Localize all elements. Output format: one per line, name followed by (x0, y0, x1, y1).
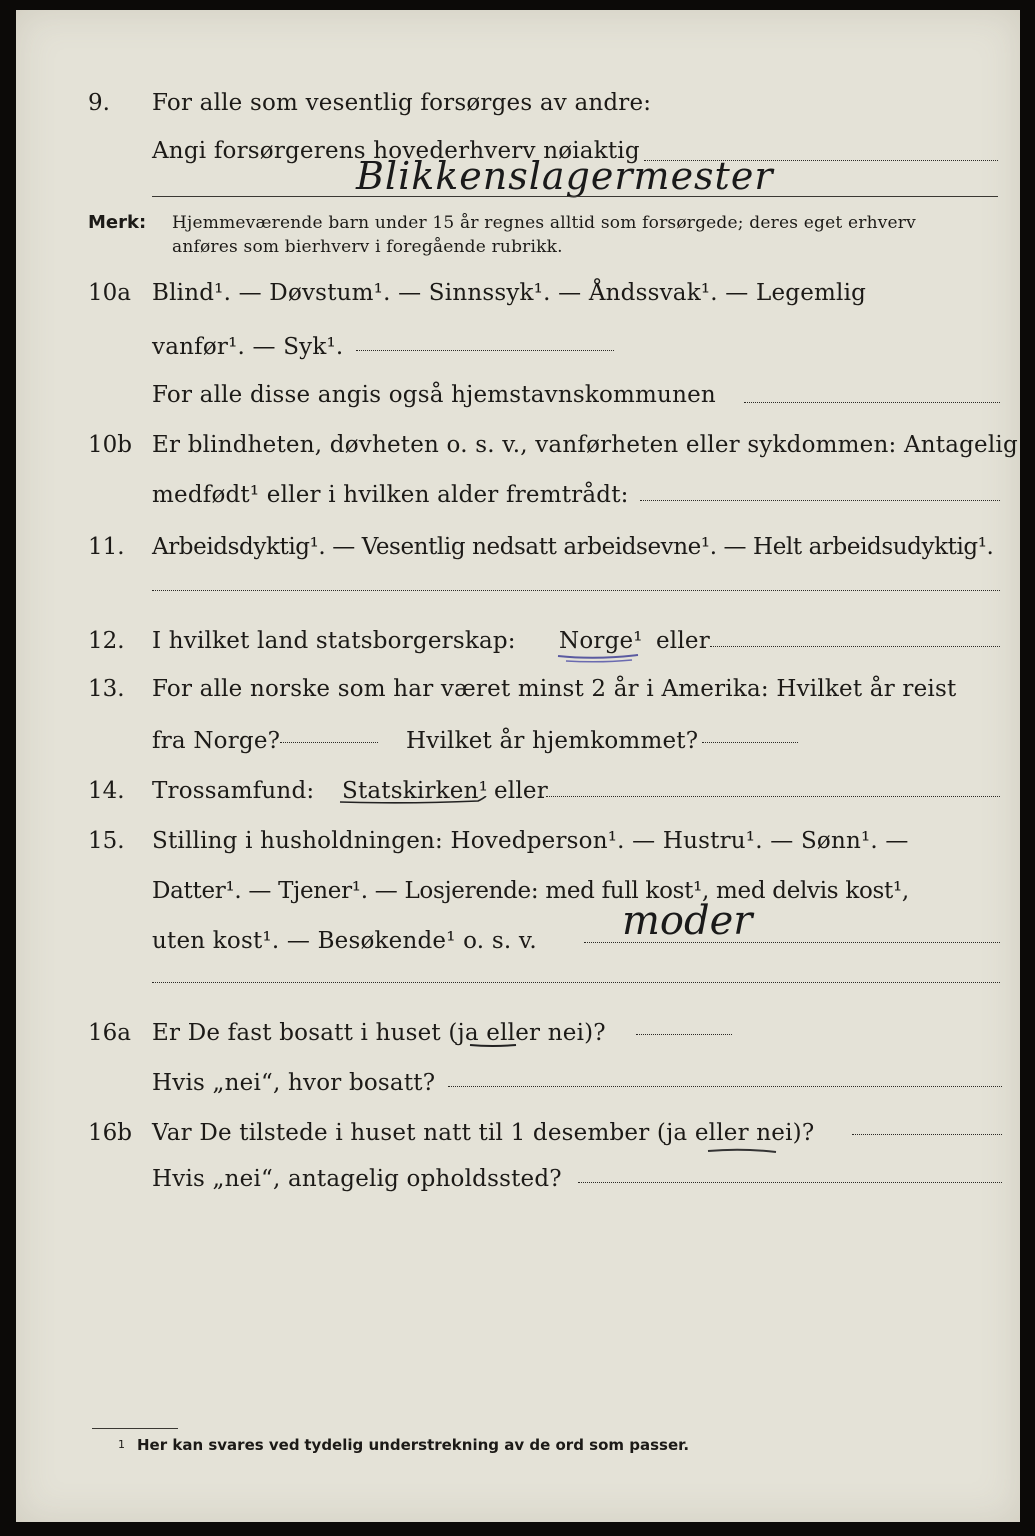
merk-line1: Hjemmeværende barn under 15 år regnes alltid som forsørgede; deres eget erhverv (172, 213, 916, 233)
q10b-line1: Er blindheten, døvheten o. s. v., vanførheten eller sykdommen: Antagelig (152, 432, 1018, 458)
census-form-page (16, 10, 1020, 1522)
q14-number: 14. (88, 778, 125, 804)
q12-dotted-line (710, 646, 1000, 647)
q14-dotted-line (546, 796, 1000, 797)
q16b-number: 16b (88, 1120, 132, 1146)
q15-line2: Datter¹. — Tjener¹. — Losjerende: med full kost¹, med delvis kost¹, (152, 878, 909, 904)
q11-line1: Arbeidsdyktig¹. — Vesentlig nedsatt arbeidsevne¹. — Helt arbeidsudyktig¹. (152, 534, 994, 560)
q9-number: 9. (88, 90, 110, 116)
q15-dotted-line (584, 942, 1000, 943)
q14-prefix: Trossamfund: (152, 778, 315, 804)
q14-statskirken-underline-mark (338, 796, 488, 808)
q11-number: 11. (88, 534, 125, 560)
q10a-line2: vanfør¹. — Syk¹. (152, 334, 344, 360)
q13-line2a: fra Norge? (152, 728, 281, 754)
q15-line1: Stilling i husholdningen: Hovedperson¹. — Hustru¹. — Sønn¹. — (152, 828, 909, 854)
q9-line2: Angi forsørgerens hovederhverv nøiaktig (152, 138, 640, 164)
q16b-line1: Var De tilstede i huset natt til 1 desember (ja eller nei)? (152, 1120, 815, 1146)
footnote-mark: 1 (118, 1438, 125, 1451)
q12-prefix: I hvilket land statsborgerskap: (152, 628, 516, 654)
q16b-line2: Hvis „nei“, antagelig opholdssted? (152, 1166, 562, 1192)
q16a-line2-dotted-line (448, 1086, 1002, 1087)
q9-answer-line (152, 196, 998, 197)
q9-handwritten-answer: Blikkenslagermester (356, 154, 774, 198)
q16b-stroke-mark (706, 1146, 778, 1156)
q15-extra-dotted-line (152, 982, 1000, 983)
q15-line3: uten kost¹. — Besøkende¹ o. s. v. (152, 928, 537, 954)
q14-option-statskirken: Statskirken¹ (342, 778, 489, 804)
q11-answer-dotted-line (152, 590, 1000, 591)
footnote (118, 1436, 689, 1454)
q16a-line1-dotted-line (636, 1034, 732, 1035)
q16a-ja-underline-mark (468, 1040, 518, 1050)
q16a-line2: Hvis „nei“, hvor bosatt? (152, 1070, 436, 1096)
q16a-number: 16a (88, 1020, 131, 1046)
q14-suffix: eller (494, 778, 548, 804)
q13-line2b: Hvilket år hjemkommet? (406, 728, 699, 754)
q10a-line1: Blind¹. — Døvstum¹. — Sinnssyk¹. — Åndssvak¹. — Legemlig (152, 280, 867, 306)
q9-line1: For alle som vesentlig forsørges av andre: (152, 90, 652, 116)
q10a-line2-dotted-line (356, 350, 614, 351)
q16b-line2-dotted-line (578, 1182, 1002, 1183)
footnote-text-plain: Her kan svares ved (137, 1436, 300, 1454)
q12-number: 12. (88, 628, 125, 654)
merk-label: Merk: (88, 212, 147, 233)
q16a-line1: Er De fast bosatt i huset (ja eller nei)? (152, 1020, 606, 1046)
q12-norge-underline-mark (556, 650, 640, 664)
footnote-rule (92, 1428, 178, 1429)
q13-line1: For alle norske som har været minst 2 år i Amerika: Hvilket år reist (152, 676, 957, 702)
q10a-line3: For alle disse angis også hjemstavnskommunen (152, 382, 716, 408)
footnote-text-bold: tydelig understrekning av de ord som passer. (304, 1436, 690, 1454)
q12-option-norge: Norge¹ (559, 628, 643, 654)
q10b-line2: medfødt¹ eller i hvilken alder fremtrådt: (152, 482, 629, 508)
q10b-number: 10b (88, 432, 132, 458)
q10a-number: 10a (88, 280, 131, 306)
q12-suffix: eller (656, 628, 710, 654)
q13-hjemkommet-dotted-line (702, 742, 798, 743)
merk-line2: anføres som bierhverv i foregående rubrikk. (172, 237, 563, 257)
q13-reist-dotted-line (280, 742, 378, 743)
q13-number: 13. (88, 676, 125, 702)
q15-handwritten-answer: moder (622, 898, 753, 944)
q10a-line3-dotted-line (744, 402, 1000, 403)
q16b-line1-dotted-line (852, 1134, 1002, 1135)
q10b-line2-dotted-line (640, 500, 1000, 501)
q15-number: 15. (88, 828, 125, 854)
